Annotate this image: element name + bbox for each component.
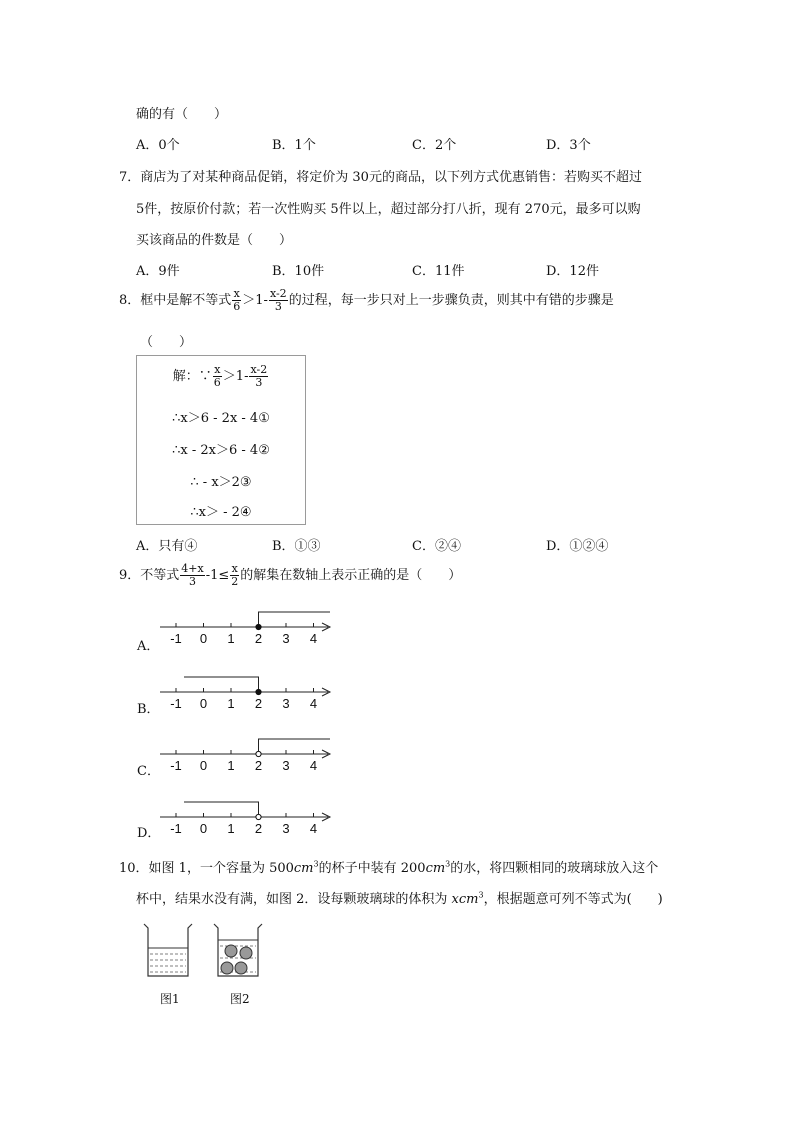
- tick-label: 1: [227, 758, 235, 773]
- q8-option-c: C．②④: [412, 539, 461, 554]
- q9-frac2-num: x: [231, 562, 238, 575]
- q6-option-a: A．0个: [136, 138, 180, 153]
- tick-label: -1: [170, 631, 182, 646]
- tick-label: 0: [199, 821, 208, 836]
- q10-text-d: 杯中，结果水没有满，如图 2．设每颗玻璃球的体积为: [136, 892, 452, 907]
- tick-label: 0: [199, 758, 208, 773]
- tick-label: 4: [309, 758, 318, 773]
- tick-label: 0: [199, 696, 208, 711]
- q9-option-d-label: D．: [137, 826, 161, 841]
- q9-prefix: 9．不等式: [119, 568, 180, 583]
- q10-unit-1: cm: [293, 861, 314, 876]
- q10-var: xcm: [451, 892, 479, 907]
- q8-box-step-4: ∴x＞ - 2④: [190, 505, 252, 520]
- q8-suffix: 的过程，每一步只对上一步骤负责，则其中有错的步骤是: [288, 293, 614, 308]
- tick-label: 1: [227, 631, 235, 646]
- q7-option-b: B．10件: [272, 264, 325, 279]
- q7-option-c: C．11件: [412, 264, 465, 279]
- closed-point: [256, 624, 261, 629]
- q10-text-c: 的水，将四颗相同的玻璃球放入这个: [450, 861, 659, 876]
- q7-option-a: A．9件: [136, 264, 180, 279]
- q10-exp-3: 3: [478, 890, 484, 900]
- q8-box-prefix: 解：∵: [172, 369, 212, 384]
- tick-label: 2: [254, 821, 263, 836]
- q8-frac2-den: 3: [274, 300, 282, 313]
- tick-label: 4: [309, 631, 318, 646]
- open-point: [256, 814, 261, 819]
- tick-label: 1: [227, 821, 235, 836]
- glass-ball: [221, 962, 233, 974]
- q10-line-2: [136, 888, 663, 907]
- q10-exp-2: 3: [445, 859, 451, 869]
- q8-box-step-2: ∴x - 2x＞6 - 4②: [172, 443, 270, 458]
- q8-solution-box: [136, 355, 306, 525]
- q9-option-b-label: B．: [137, 702, 160, 717]
- q8-box-line-0: [137, 364, 305, 389]
- q6-continuation: 确的有（ ）: [136, 107, 228, 122]
- solution-bracket: [184, 677, 259, 692]
- q9-number-line-a: [158, 605, 338, 650]
- q8-box-frac1-den: 6: [213, 376, 221, 389]
- tick-label: 3: [282, 631, 290, 646]
- beaker-1: [144, 924, 192, 976]
- q10-text-b: 的杯子中装有 200: [318, 861, 426, 876]
- q10-fig1-caption: 图1: [160, 992, 180, 1006]
- q6-option-c: C．2个: [412, 138, 457, 153]
- q6-option-d: D．3个: [546, 138, 591, 153]
- glass-ball: [225, 945, 237, 957]
- q8-box-fraction-2: [249, 364, 268, 389]
- q7-line-3: 买该商品的件数是（ ）: [136, 233, 293, 248]
- closed-point: [256, 689, 261, 694]
- q9-number-line-d: [158, 795, 338, 840]
- q8-option-a: A．只有④: [136, 539, 198, 554]
- beaker-2: [214, 924, 262, 976]
- q9-frac1-num: 4+x: [181, 562, 204, 575]
- solution-bracket: [259, 739, 331, 754]
- q10-text-e: ，根据题意可列不等式为( ): [483, 892, 663, 907]
- q8-box-mid: ＞1-: [222, 369, 249, 384]
- q10-beakers-figure: [138, 918, 278, 988]
- open-point: [256, 751, 261, 756]
- tick-label: 3: [282, 758, 290, 773]
- tick-label: 4: [309, 696, 318, 711]
- q7-line-1: 7．商店为了对某种商品促销，将定价为 30元的商品，以下列方式优惠销售：若购买不超过: [119, 170, 642, 185]
- tick-label: 3: [282, 821, 290, 836]
- q8-frac2-num: x-2: [269, 287, 287, 300]
- tick-label: 0: [199, 631, 208, 646]
- q8-frac1-den: 6: [233, 300, 241, 313]
- q8-box-frac1-num: x: [214, 363, 221, 376]
- q10-line-1: [119, 857, 658, 876]
- q10-unit-2: cm: [425, 861, 446, 876]
- q8-option-d: D．①②④: [546, 539, 609, 554]
- q8-option-b: B．①③: [272, 539, 321, 554]
- q9-stem: [119, 563, 461, 588]
- q9-option-a-label: A．: [137, 639, 160, 654]
- q8-box-fraction-1: [213, 364, 222, 389]
- q8-stem: [119, 288, 614, 313]
- tick-label: -1: [170, 758, 182, 773]
- tick-label: 3: [282, 696, 290, 711]
- q7-option-d: D．12件: [546, 264, 599, 279]
- q10-text-a: 10．如图 1，一个容量为 500: [119, 861, 294, 876]
- q8-box-step-1: ∴x＞6 - 2x - 4①: [172, 411, 270, 426]
- q9-frac1-den: 3: [188, 575, 196, 588]
- q9-fraction-1: [180, 563, 204, 588]
- q8-fraction-2: [269, 288, 288, 313]
- q6-option-b: B．1个: [272, 138, 316, 153]
- tick-label: 2: [254, 758, 263, 773]
- tick-label: 4: [309, 821, 318, 836]
- q9-option-c-label: C．: [137, 764, 160, 779]
- q9-middle: -1≤: [205, 568, 230, 583]
- solution-bracket: [259, 612, 331, 627]
- q8-fraction-1: [232, 288, 241, 313]
- tick-label: 1: [227, 696, 235, 711]
- q8-prefix: 8．框中是解不等式: [119, 293, 232, 308]
- q9-frac2-den: 2: [231, 575, 239, 588]
- solution-bracket: [184, 802, 259, 817]
- q10-fig2-caption: 图2: [230, 992, 250, 1006]
- q8-middle: ＞1-: [242, 293, 268, 308]
- tick-label: -1: [170, 696, 182, 711]
- q9-suffix: 的解集在数轴上表示正确的是（ ）: [240, 568, 462, 583]
- tick-label: -1: [170, 821, 182, 836]
- q9-number-line-c: [158, 732, 338, 777]
- q8-box-step-3: ∴ - x＞2③: [190, 475, 252, 490]
- tick-label: 2: [254, 696, 263, 711]
- q8-paren: （ ）: [140, 335, 193, 350]
- q7-line-2: 5件，按原价付款；若一次性购买 5件以上，超过部分打八折，现有 270元，最多可以购: [136, 202, 641, 217]
- tick-label: 2: [254, 631, 263, 646]
- q8-box-frac2-den: 3: [255, 376, 263, 389]
- q8-box-frac2-num: x-2: [250, 363, 268, 376]
- q9-number-line-b: [158, 670, 338, 715]
- glass-ball: [235, 962, 247, 974]
- glass-ball: [240, 947, 252, 959]
- q10-exp-1: 3: [313, 859, 319, 869]
- q8-frac1-num: x: [233, 287, 240, 300]
- q9-fraction-2: [230, 563, 239, 588]
